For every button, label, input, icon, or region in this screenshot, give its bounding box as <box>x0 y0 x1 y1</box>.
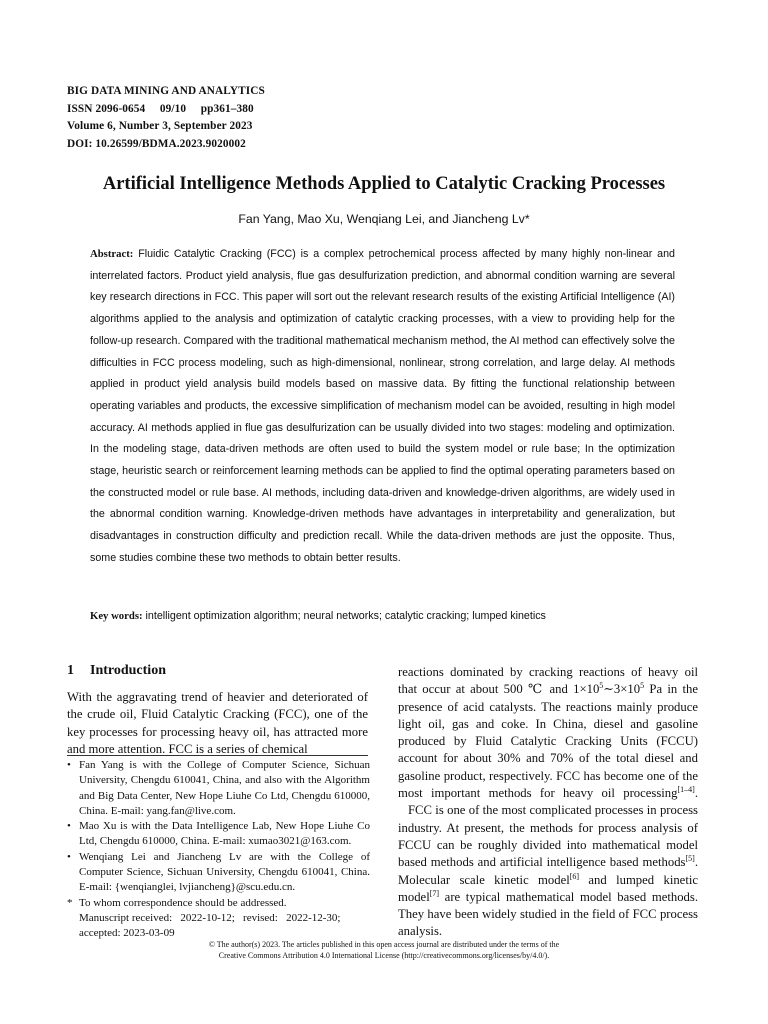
intro-paragraph-3 <box>398 802 698 940</box>
manuscript-accepted: accepted: 2023-03-09 <box>79 927 175 940</box>
manuscript-dates <box>67 911 370 942</box>
copyright-icon: © <box>208 940 215 949</box>
text-span: are typical mathematical model based methods. They have been widely studied in the field of FCC process analysis. <box>398 889 698 939</box>
text-span: reactions dominated by cracking reactions of heavy oil that occur at about 500 ℃ and 1×10 <box>398 665 698 697</box>
footnote-divider <box>67 755 368 756</box>
section-title: Introduction <box>90 663 166 678</box>
journal-name: BIG DATA MINING AND ANALYTICS <box>67 85 265 97</box>
left-column <box>67 689 368 758</box>
intro-paragraph-1: With the aggravating trend of heavier and deteriorated of the crude oil, Fluid Catalytic Cracking (FCC), one of the key processes for processing heavy oil, has attracted more and more attention. FCC is a series of chemical <box>67 690 368 756</box>
author-list: Fan Yang, Mao Xu, Wenqiang Lei, and Jiancheng Lv* <box>238 212 530 226</box>
section-heading <box>67 663 166 679</box>
footnote-text: Wenqiang Lei and Jiancheng Lv are with the College of Computer Science, Sichuan University, Chengdu 610041, China. E-mail: {wenqianglei, lvjiancheng}@scu.edu.cn. <box>79 850 370 894</box>
license-notice <box>90 940 678 961</box>
superscript: 5 <box>640 681 645 691</box>
footnote-item <box>67 758 370 819</box>
asterisk-icon: * <box>67 896 73 909</box>
paper-title: Artificial Intelligence Methods Applied to Catalytic Cracking Processes <box>102 174 666 194</box>
text-span: Pa in the presence of acid catalysts. The reactions mainly produce light oil, gas and coke. In China, diesel and gasoline produced by Fluid Catalytic Cracking Units (FCCU) account for about 30% and 70% of the total diesel and gasoline product, respectively. FCC has become one of the most important methods for heavy oil processing <box>398 682 698 801</box>
keywords-text: intelligent optimization algorithm; neural networks; catalytic cracking; lumped kinetics <box>145 610 546 622</box>
abstract-text: Fluidic Catalytic Cracking (FCC) is a complex petrochemical process affected by many highly non-linear and interrelated factors. Product yield analysis, flue gas desulfurization prediction, and abnormal condition warning are several key research directions in FCC. This paper will sort out the relevant research results of the existing Artificial Intelligence (AI) algorithms applied to the analysis and optimization of catalytic cracking processes, with a view to providing help for the follow-up research. Compared with the traditional mathematical mechanism method, the AI method can effectively solve the difficulties in FCC process modeling, such as high-dimensional, nonlinear, strong correlation, and large delay. AI methods applied in product yield analysis build models based on massive data. By fitting the functional relationship between operating variables and products, the excessive simplification of mechanism model can be avoided, resulting in high model accuracy. AI methods applied in flue gas desulfurization can be usually divided into two stages: modeling and optimization. In the modeling stage, data-driven methods are often used to build the system model or rule base; In the optimization stage, heuristic search or reinforcement learning methods can be applied to find the optimal operating parameters based on the constructed model or rule base. AI methods, including data-driven and knowledge-driven algorithms, are widely used in the abnormal condition warning. Knowledge-driven methods have advantages in interpretability and generalization, but disadvantages in construction difficulty and prediction recall. While the data-driven methods are just the opposite. Thus, some studies combine these two methods to obtain better results. <box>90 248 675 564</box>
citation: [7] <box>429 888 440 898</box>
section-number: 1 <box>67 663 74 678</box>
footnote-item <box>67 896 370 911</box>
manuscript-received: Manuscript received: 2022-10-12; revised: 2022-12-30; <box>79 911 341 924</box>
journal-issn: ISSN 2096-0654 09/10 pp361–380 <box>67 102 254 115</box>
right-column <box>398 664 698 941</box>
text-span: . <box>694 786 698 801</box>
text-span: FCC is one of the most complicated processes in process industry. At present, the methods for process analysis of FCCU can be roughly divided into mathematical model based methods and artificial intelligence based methods <box>398 803 698 870</box>
abstract-label: Abstract: <box>90 248 134 260</box>
journal-header <box>67 83 427 153</box>
keywords <box>90 610 690 622</box>
footnote-text: Mao Xu is with the Data Intelligence Lab, New Hope Liuhe Co Ltd, Chengdu 610000, China. E-mail: xumao3021@163.com. <box>79 820 370 848</box>
bullet-icon: • <box>67 820 71 833</box>
footnote-item <box>67 819 370 850</box>
footnote-text: To whom correspondence should be addressed. <box>79 896 287 909</box>
citation: [6] <box>569 871 580 881</box>
footnote-item <box>67 850 370 896</box>
intro-paragraph-2 <box>398 664 698 802</box>
footnotes <box>67 758 370 942</box>
text-span: . Molecular scale kinetic model <box>398 855 698 887</box>
citation: [1–4] <box>677 784 695 794</box>
keywords-label: Key words: <box>90 610 143 622</box>
license-line-1 <box>90 940 678 951</box>
footnote-text: Fan Yang is with the College of Computer Science, Sichuan University, Chengdu 610041, China, and also with the Algorithm and Big Data Center, New Hope Liuhe Co Ltd, Chengdu 610000, China. E-mail: yang.fan@live.com. <box>79 759 370 817</box>
journal-doi: DOI: 10.26599/BDMA.2023.9020002 <box>67 137 246 150</box>
license-text: The author(s) 2023. The articles published in this open access journal are distributed under the terms of the <box>214 940 560 949</box>
superscript: 5 <box>599 681 604 691</box>
abstract <box>90 244 675 570</box>
citation: [5] <box>685 854 695 864</box>
bullet-icon: • <box>67 759 71 771</box>
text-span: and lumped kinetic model <box>398 872 698 904</box>
license-line-2: Creative Commons Attribution 4.0 International License (http://creativecommons.org/licenses/by/4.0/). <box>218 950 550 960</box>
journal-volume: Volume 6, Number 3, September 2023 <box>67 120 253 132</box>
text-span: ∼3×10 <box>603 682 641 697</box>
bullet-icon: • <box>67 850 71 863</box>
